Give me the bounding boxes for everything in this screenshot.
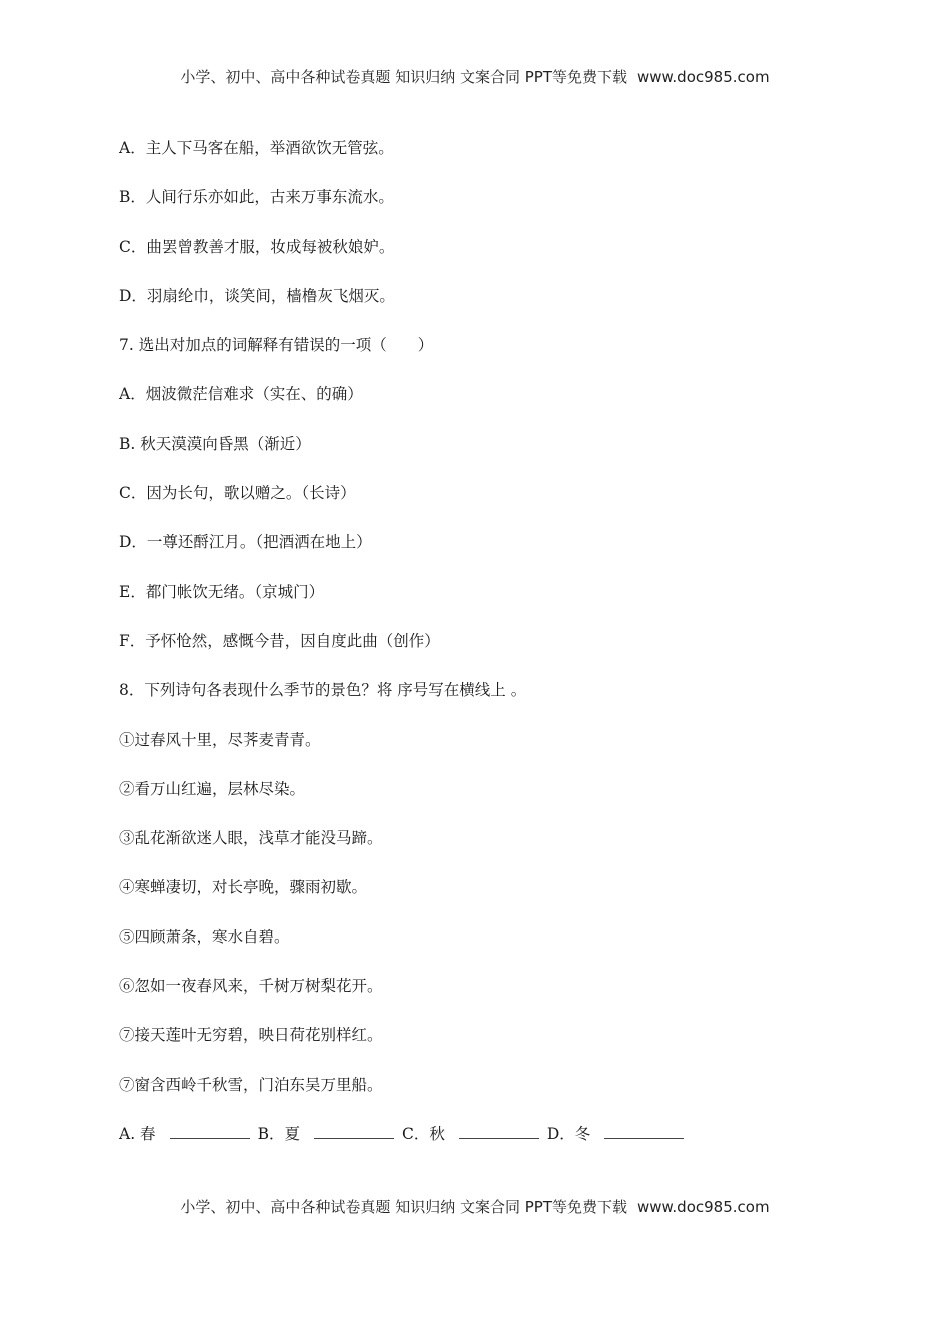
answer-label-spring: A. 春 <box>119 1124 156 1143</box>
q8-stem: 8．下列诗句各表现什么季节的景色？将 序号写在横线上 。 <box>119 681 527 700</box>
footer-site-link[interactable]: www.doc985.com <box>636 1198 770 1216</box>
q6-option-c: C．曲罢曾教善才服，妆成每被秋娘妒。 <box>119 237 395 256</box>
answer-blank-summer[interactable] <box>314 1124 394 1139</box>
q8-verse-3: ③乱花渐欲迷人眼，浅草才能没马蹄。 <box>119 829 383 848</box>
answer-label-autumn: C．秋 <box>401 1124 445 1143</box>
q7-option-a: A．烟波微茫信难求（实在、的确） <box>119 385 363 404</box>
q7-option-d: D．一尊还酹江月。（把酒洒在地上） <box>119 533 372 552</box>
q8-verse-8: ⑦窗含西岭千秋雪，门泊东吴万里船。 <box>119 1075 383 1094</box>
answer-blank-spring[interactable] <box>170 1124 250 1139</box>
header-site-link[interactable]: www.doc985.com <box>636 68 770 86</box>
document-body <box>119 137 839 1172</box>
answer-label-winter: D．冬 <box>546 1124 591 1143</box>
page-footer <box>0 1196 950 1217</box>
q8-answer-row <box>119 1123 839 1172</box>
q7-option-f: F．予怀怆然，感慨今昔，因自度此曲（创作） <box>119 631 440 650</box>
q8-verse-1: ①过春风十里，尽荠麦青青。 <box>119 730 321 749</box>
q6-option-b: B．人间行乐亦如此，古来万事东流水。 <box>119 188 394 207</box>
q8-verse-6: ⑥忽如一夜春风来，千树万树梨花开。 <box>119 977 383 996</box>
q8-verse-7: ⑦接天莲叶无穷碧，映日荷花别样红。 <box>119 1026 383 1045</box>
footer-text: 小学、初中、高中各种试卷真题 知识归纳 文案合同 PPT等免费下载 <box>180 1198 627 1216</box>
q8-verse-2: ②看万山红遍，层林尽染。 <box>119 779 306 798</box>
page-header <box>0 66 950 87</box>
q7-option-c: C．因为长句，歌以赠之。（长诗） <box>119 484 356 503</box>
answer-blank-autumn[interactable] <box>459 1124 539 1139</box>
q6-option-a: A．主人下马客在船，举酒欲饮无管弦。 <box>119 139 394 157</box>
q6-option-d: D．羽扇纶巾，谈笑间，樯橹灰飞烟灭。 <box>119 286 395 305</box>
answer-blank-winter[interactable] <box>604 1124 684 1139</box>
q7-stem: 7. 选出对加点的词解释有错误的一项（ ） <box>119 336 434 355</box>
q7-option-b: B. 秋天漠漠向昏黑（渐近） <box>119 434 311 453</box>
header-text: 小学、初中、高中各种试卷真题 知识归纳 文案合同 PPT等免费下载 <box>180 68 627 86</box>
q8-verse-4: ④寒蝉凄切，对长亭晚，骤雨初歇。 <box>119 878 368 897</box>
q7-option-e: E．都门帐饮无绪。（京城门） <box>119 582 325 601</box>
answer-label-summer: B．夏 <box>257 1124 300 1143</box>
q8-verse-5: ⑤四顾萧条，寒水自碧。 <box>119 927 290 946</box>
